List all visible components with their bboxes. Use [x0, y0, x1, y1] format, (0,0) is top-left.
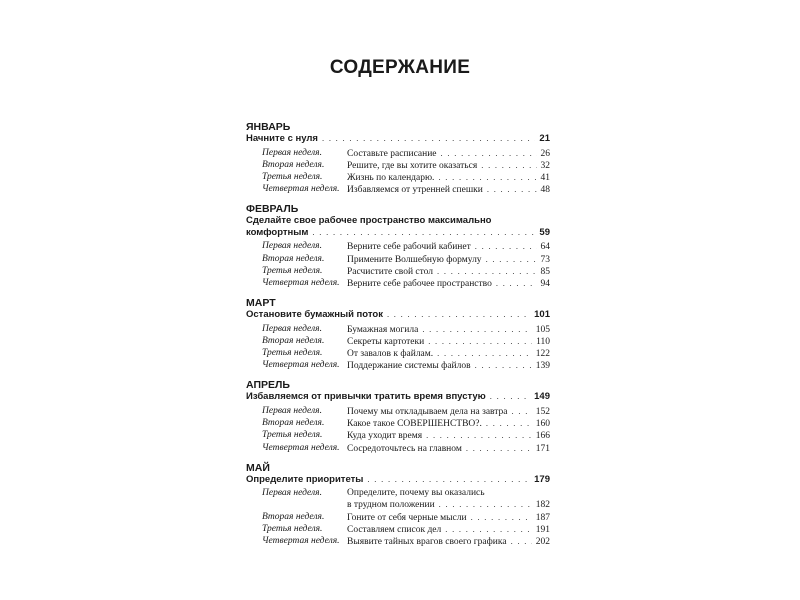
chapter-entry[interactable]: [246, 391, 550, 403]
week-list: [262, 241, 550, 290]
chapter-title-line1: Сделайте свое рабочее пространство максимально: [246, 215, 492, 227]
week-page-number: 26: [540, 148, 550, 159]
week-entry[interactable]: [262, 254, 550, 266]
week-page-number: 202: [535, 537, 550, 548]
week-title: Решите, где вы хотите оказаться: [347, 160, 478, 171]
week-entry[interactable]: [262, 348, 550, 360]
week-label: Вторая неделя.: [262, 253, 325, 264]
week-entry[interactable]: [262, 148, 550, 160]
dot-leader: [428, 336, 532, 347]
toc-month-may: [246, 462, 550, 549]
week-entry[interactable]: [262, 278, 550, 290]
dot-leader: [496, 278, 537, 289]
week-list: [262, 406, 550, 455]
dot-leader: [466, 443, 532, 454]
toc-month-march: [246, 297, 550, 372]
week-page-number: 187: [535, 512, 550, 523]
week-label: Третья неделя.: [262, 430, 323, 441]
week-label: Четвертая неделя.: [262, 536, 340, 547]
week-title: Поддержание системы файлов: [347, 361, 471, 372]
week-label: Третья неделя.: [262, 348, 323, 359]
week-page-number: 110: [536, 336, 550, 347]
week-label: Первая неделя.: [262, 241, 322, 252]
week-page-number: 94: [540, 278, 550, 289]
week-title: Секреты картотеки: [347, 336, 425, 347]
chapter-page-number: 179: [534, 473, 550, 485]
dot-leader: [486, 418, 532, 429]
week-entry[interactable]: [262, 488, 550, 511]
week-title: Составьте расписание: [347, 148, 437, 159]
dot-leader: [445, 524, 532, 535]
week-label: Первая неделя.: [262, 147, 322, 158]
dot-leader: [487, 184, 537, 195]
week-title: Расчистите свой стол: [347, 266, 434, 277]
week-title: Избавляемся от утренней спешки: [347, 185, 483, 196]
dot-leader: [367, 474, 530, 486]
week-label: Четвертая неделя.: [262, 277, 340, 288]
week-page-number: 191: [535, 524, 550, 535]
dot-leader: [481, 160, 536, 171]
week-entry[interactable]: [262, 184, 550, 196]
week-label: Вторая неделя.: [262, 159, 325, 170]
week-entry[interactable]: [262, 336, 550, 348]
month-heading: АПРЕЛЬ: [246, 379, 290, 392]
week-entry[interactable]: [262, 160, 550, 172]
week-title: Куда уходит время: [347, 431, 423, 442]
dot-leader: [438, 172, 536, 183]
week-page-number: 122: [535, 349, 550, 360]
week-entry[interactable]: [262, 430, 550, 442]
week-title: Какое такое СОВЕРШЕНСТВО?.: [347, 419, 482, 430]
week-page-number: 48: [540, 185, 550, 196]
toc-month-february: [246, 203, 550, 290]
week-label: Четвертая неделя.: [262, 442, 340, 453]
chapter-entry[interactable]: [246, 215, 550, 238]
week-list: [262, 324, 550, 373]
week-entry[interactable]: [262, 172, 550, 184]
dot-leader: [387, 309, 530, 321]
chapter-page-number: 21: [539, 133, 550, 144]
dot-leader: [437, 348, 532, 359]
week-title: Примените Волшебную формулу: [347, 254, 482, 265]
week-list: [262, 488, 550, 548]
week-label: Третья неделя.: [262, 265, 323, 276]
week-label: Третья неделя.: [262, 171, 323, 182]
week-label: Первая неделя.: [262, 323, 322, 334]
week-entry[interactable]: [262, 406, 550, 418]
week-page-number: 160: [535, 419, 550, 430]
week-label: Четвертая неделя.: [262, 360, 340, 371]
chapter-page-number: 59: [539, 226, 550, 238]
week-label: Третья неделя.: [262, 523, 323, 534]
dot-leader: [312, 227, 535, 239]
week-title: Бумажная могила: [347, 324, 419, 335]
week-title: Сосредоточьтесь на главном: [347, 443, 462, 454]
dot-leader: [486, 254, 537, 265]
week-label: Четвертая неделя.: [262, 184, 340, 195]
table-of-contents: [246, 121, 550, 555]
week-page-number: 166: [535, 431, 550, 442]
page-title: СОДЕРЖАНИЕ: [329, 57, 471, 78]
week-entry[interactable]: [262, 443, 550, 455]
week-title: Верните себе рабочий кабинет: [347, 242, 471, 253]
week-title: От завалов к файлам.: [347, 349, 434, 360]
toc-month-january: [246, 121, 550, 196]
week-entry[interactable]: [262, 266, 550, 278]
dot-leader: [426, 430, 532, 441]
chapter-entry[interactable]: [246, 309, 550, 321]
dot-leader: [471, 512, 532, 523]
week-title: Жизнь по календарю.: [347, 172, 435, 183]
week-entry[interactable]: [262, 324, 550, 336]
week-label: Вторая неделя.: [262, 511, 325, 522]
week-label: Первая неделя.: [262, 405, 322, 416]
month-heading: ЯНВАРЬ: [246, 121, 291, 133]
week-entry[interactable]: [262, 418, 550, 430]
week-entry[interactable]: [262, 536, 550, 548]
dot-leader: [512, 406, 532, 417]
toc-month-april: [246, 379, 550, 454]
month-heading: МАРТ: [246, 297, 276, 310]
week-title: Верните себе рабочее пространство: [347, 278, 492, 289]
week-entry[interactable]: [262, 512, 550, 524]
week-page-number: 85: [540, 266, 550, 277]
week-page-number: 41: [540, 172, 550, 183]
month-heading: ФЕВРАЛЬ: [246, 203, 299, 216]
week-entry[interactable]: [262, 524, 550, 536]
week-title: Гоните от себя черные мысли: [347, 512, 467, 523]
week-page-number: 32: [540, 160, 550, 171]
dot-leader: [437, 266, 536, 277]
week-entry[interactable]: [262, 360, 550, 372]
chapter-title: Определите приоритеты: [246, 473, 364, 485]
chapter-entry[interactable]: [246, 133, 550, 145]
week-page-number: 182: [535, 500, 550, 511]
week-title: в трудном положении: [347, 500, 435, 511]
week-page-number: 64: [540, 242, 550, 253]
week-page-number: 139: [535, 361, 550, 372]
dot-leader: [422, 324, 531, 335]
chapter-entry[interactable]: [246, 474, 550, 486]
month-heading: МАЙ: [246, 461, 270, 474]
dot-leader: [322, 133, 535, 145]
week-title-line1: Определите, почему вы оказались: [347, 488, 485, 499]
week-page-number: 73: [540, 254, 550, 265]
week-title: Почему мы откладываем дела на завтра: [347, 406, 508, 417]
chapter-page-number: 149: [534, 391, 550, 403]
week-page-number: 152: [535, 406, 550, 417]
week-page-number: 171: [535, 443, 550, 454]
week-page-number: 105: [535, 324, 550, 335]
week-entry[interactable]: [262, 241, 550, 253]
week-label: Первая неделя.: [262, 488, 322, 499]
dot-leader: [511, 536, 532, 547]
week-title: Выявите тайных врагов своего графика: [347, 537, 507, 548]
dot-leader: [475, 241, 537, 252]
chapter-title: Начните с нуля: [246, 133, 318, 144]
chapter-title: комфортным: [246, 226, 309, 238]
week-label: Вторая неделя.: [262, 335, 325, 346]
week-label: Вторая неделя.: [262, 418, 325, 429]
dot-leader: [439, 499, 532, 510]
week-title: Составляем список дел: [347, 524, 442, 535]
week-list: [262, 148, 550, 197]
dot-leader: [490, 391, 530, 403]
dot-leader: [475, 360, 532, 371]
chapter-title: Избавляемся от привычки тратить время впустую: [246, 391, 486, 403]
dot-leader: [441, 148, 537, 159]
chapter-title: Остановите бумажный поток: [246, 309, 383, 321]
chapter-page-number: 101: [534, 309, 550, 321]
